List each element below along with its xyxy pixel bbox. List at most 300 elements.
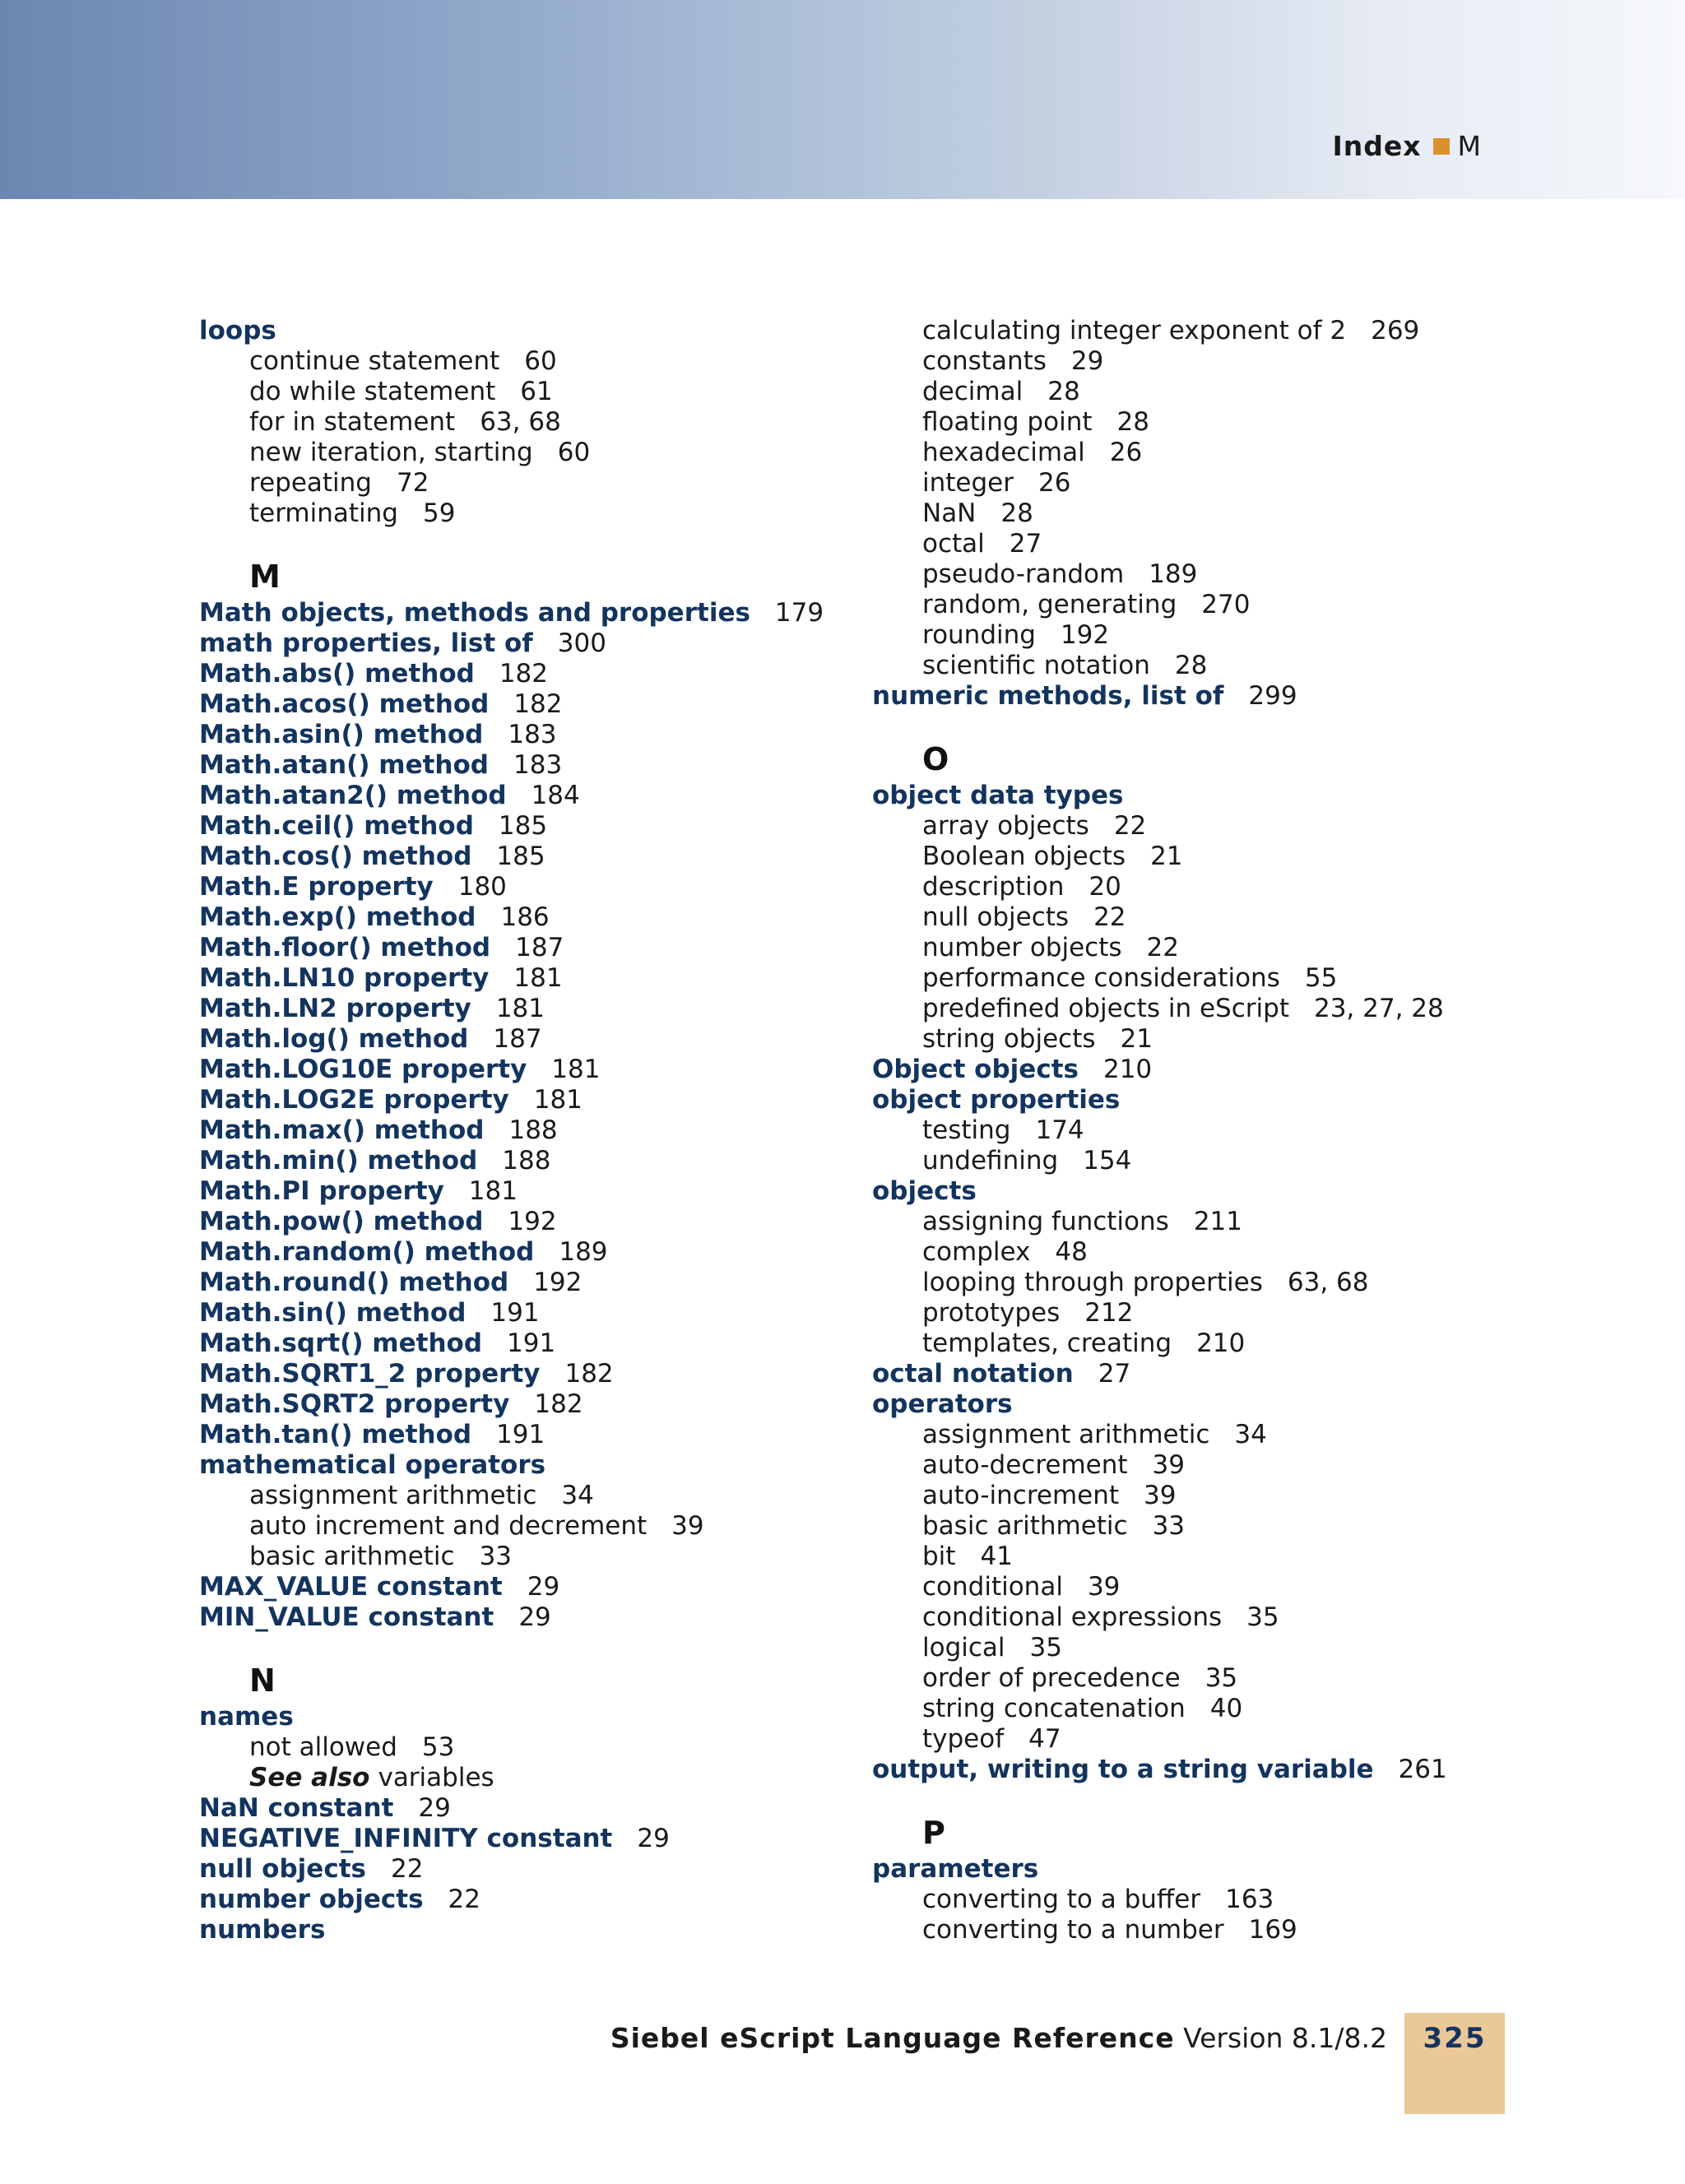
index-subentry [872,590,1547,620]
index-page-refs: 29 [527,1572,560,1602]
index-entry [199,1085,841,1115]
index-page-refs: 63, 68 [1287,1268,1369,1297]
index-term: pseudo-random [922,559,1125,589]
index-term: complex [922,1237,1031,1267]
index-page-refs: 60 [524,346,557,376]
header-square-icon [1433,138,1450,155]
index-page-refs: 212 [1084,1298,1134,1328]
index-entry [199,598,841,628]
index-page-refs: 21 [1120,1024,1153,1054]
index-entry [872,1854,1547,1885]
index-page-refs: 28 [1174,651,1208,680]
index-term: number objects [199,1885,424,1914]
index-term: random, generating [922,590,1177,619]
index-subentry [872,468,1547,498]
index-term: mathematical operators [199,1450,546,1480]
index-subentry [872,994,1547,1024]
index-term: Math.ceil() method [199,811,474,841]
index-page-refs: 39 [1152,1450,1185,1480]
index-page-refs: 163 [1225,1885,1274,1914]
index-page-refs: 29 [1070,346,1104,376]
index-page-refs: 20 [1089,872,1121,902]
index-page-refs: 28 [1000,498,1033,528]
index-page-refs: 186 [500,902,550,932]
header-section: Index [1332,130,1422,162]
index-term: Math.E property [199,872,434,902]
index-subentry [872,529,1547,559]
index-subentry [199,1511,841,1542]
index-term: Math.SQRT1_2 property [199,1359,541,1389]
index-term: Math.max() method [199,1115,485,1145]
index-entry [199,1298,841,1328]
index-letter-heading: N [249,1662,276,1699]
index-entry [872,681,1547,712]
index-page-refs: 27 [1009,529,1042,559]
index-subentry [872,1602,1547,1633]
index-entry [199,1268,841,1298]
index-subentry [872,377,1547,407]
index-entry [199,659,841,689]
index-term: objects [872,1176,977,1206]
page-number: 325 [1423,2022,1487,2055]
index-term: NaN constant [199,1793,394,1823]
index-page-refs: 33 [1152,1511,1186,1541]
index-subentry [872,407,1547,438]
index-page-refs: 28 [1116,407,1149,437]
index-term: Boolean objects [922,842,1126,871]
index-page-refs: 210 [1196,1328,1246,1358]
book-title: Siebel eScript Language Reference [610,2022,1175,2054]
index-column-left [199,316,841,1945]
index-page-refs: 21 [1150,842,1183,871]
index-subentry [872,498,1547,529]
index-term: templates, creating [922,1328,1172,1358]
index-term: Math.SQRT2 property [199,1389,510,1419]
index-subentry [872,1328,1547,1359]
index-subentry [199,438,841,468]
index-page-refs: 210 [1102,1055,1153,1084]
index-entry [199,902,841,933]
index-subentry [872,1724,1547,1755]
index-term: octal notation [872,1359,1074,1389]
index-term: converting to a buffer [922,1885,1201,1914]
index-page-refs: 23, 27, 28 [1313,994,1444,1023]
index-term: hexadecimal [922,438,1085,467]
index-column-right [872,316,1547,1945]
index-subentry [872,1024,1547,1055]
index-entry [199,1824,841,1854]
index-page-refs: 39 [1087,1572,1121,1602]
index-page-refs: 189 [1149,559,1198,589]
index-page-refs: 26 [1037,468,1071,498]
index-entry [872,1359,1547,1389]
index-page-refs: 22 [448,1885,480,1914]
index-term: Math.LOG2E property [199,1085,509,1115]
index-term: scientific notation [922,651,1150,680]
index-term: assignment arithmetic [249,1481,537,1510]
index-term: string objects [922,1024,1096,1054]
index-entry [199,1602,841,1633]
see-also-label: See also [249,1763,370,1792]
index-term: looping through properties [922,1268,1263,1297]
index-term: integer [922,468,1014,498]
index-term: object data types [872,781,1124,810]
index-page-refs: 22 [390,1854,424,1884]
index-page-refs: 40 [1209,1694,1243,1723]
index-subentry [872,1542,1547,1572]
index-term: assigning functions [922,1207,1169,1236]
index-term: rounding [922,620,1036,650]
index-term: octal [922,529,985,559]
index-term: Math.log() method [199,1024,469,1054]
index-page-refs: 28 [1047,377,1080,406]
index-subentry [872,1481,1547,1511]
index-term: Math.LOG10E property [199,1055,527,1084]
index-term: prototypes [922,1298,1061,1328]
index-term: Math.pow() method [199,1207,484,1236]
index-term: array objects [922,811,1089,841]
index-page-refs: 29 [637,1824,670,1853]
index-page-refs: 33 [479,1542,513,1571]
index-subentry [872,842,1547,872]
index-entry [199,1176,841,1207]
index-subentry [199,1732,841,1763]
index-page-refs: 22 [1146,933,1179,962]
index-term: Math.random() method [199,1237,535,1267]
index-letter-heading: O [922,741,949,777]
index-page-refs: 185 [496,842,545,871]
index-entry [199,1572,841,1602]
index-term: null objects [199,1854,366,1884]
index-entry [199,1885,841,1915]
header-banner [0,0,1685,199]
index-page-refs: 174 [1035,1115,1084,1145]
index-subentry [872,1885,1547,1915]
index-page-refs: 299 [1248,681,1297,711]
index-page-refs: 261 [1398,1755,1447,1784]
index-subentry [872,346,1547,377]
index-page-refs: 187 [515,933,564,962]
index-page-refs: 181 [495,994,545,1023]
index-term: Math.asin() method [199,720,484,749]
index-entry [199,628,841,659]
index-term: number objects [922,933,1122,962]
index-entry [872,1176,1547,1207]
index-term: Math.PI property [199,1176,444,1206]
index-page-refs: 182 [499,659,548,689]
index-subentry [872,1115,1547,1146]
index-term: operators [872,1389,1013,1419]
see-also-target: variables [378,1763,494,1792]
index-subentry [872,1207,1547,1237]
index-term: null objects [922,902,1070,932]
index-entry [199,1115,841,1146]
index-entry [199,1055,841,1085]
index-term: Math.LN2 property [199,994,471,1023]
index-subentry [872,1694,1547,1724]
index-page-refs: 63, 68 [480,407,561,437]
index-page-refs: 154 [1083,1146,1132,1175]
index-subentry [872,438,1547,468]
index-page-refs: 181 [513,963,563,993]
index-term: Math.sqrt() method [199,1328,483,1358]
index-term: bit [922,1542,956,1571]
index-subentry [872,1146,1547,1176]
index-entry [199,689,841,720]
index-entry [199,872,841,902]
index-page-refs: 53 [421,1732,455,1762]
index-term: for in statement [249,407,456,437]
index-term: decimal [922,377,1024,406]
index-term: continue statement [249,346,500,376]
index-page-refs: 59 [422,498,456,528]
index-page-refs: 35 [1029,1633,1062,1662]
index-page-refs: 39 [1144,1481,1177,1510]
index-term: assignment arithmetic [922,1420,1210,1449]
index-subentry [872,811,1547,842]
running-header [1332,130,1481,163]
index-page-refs: 41 [980,1542,1013,1571]
index-term: loops [199,316,276,345]
index-term: parameters [872,1854,1039,1884]
index-term: logical [922,1633,1005,1662]
index-term: Math.atan() method [199,750,489,780]
index-page-refs: 269 [1371,316,1420,345]
index-page-refs: 191 [507,1328,556,1358]
index-page-refs: 191 [496,1420,545,1449]
index-page-refs: 34 [561,1481,594,1510]
index-entry [199,1702,841,1732]
index-subentry [199,377,841,407]
index-page-refs: 187 [493,1024,542,1054]
index-page-refs: 22 [1093,902,1126,932]
index-page-refs: 55 [1304,963,1338,993]
index-entry [199,1854,841,1885]
index-page-refs: 181 [468,1176,518,1206]
index-subentry [199,498,841,529]
index-subentry [199,468,841,498]
index-subentry [872,1511,1547,1542]
index-term: undefining [922,1146,1059,1175]
index-entry [199,1024,841,1055]
index-entry [199,994,841,1024]
index-page-refs: 183 [513,750,563,780]
index-term: testing [922,1115,1011,1145]
index-subentry [872,316,1547,346]
index-page-refs: 192 [1060,620,1110,650]
index-page-refs: 182 [513,689,563,719]
index-subentry [872,1237,1547,1268]
index-entry [199,1450,841,1481]
index-page-refs: 27 [1098,1359,1131,1389]
index-page-refs: 185 [498,811,548,841]
index-page-refs: 179 [774,598,824,628]
index-page-refs: 35 [1205,1663,1238,1693]
index-page-refs: 39 [671,1511,704,1541]
index-term: auto-increment [922,1481,1120,1510]
book-version: Version 8.1/8.2 [1183,2022,1387,2054]
index-term: Math.exp() method [199,902,476,932]
index-page-refs: 26 [1109,438,1143,467]
index-term: order of precedence [922,1663,1181,1693]
index-term: auto increment and decrement [249,1511,648,1541]
index-subentry [872,651,1547,681]
index-subentry [872,1298,1547,1328]
index-see-also [199,1763,841,1793]
index-term: Math.acos() method [199,689,490,719]
index-subentry [872,872,1547,902]
index-subentry [872,902,1547,933]
index-subentry [199,1542,841,1572]
index-page-refs: 182 [534,1389,583,1419]
index-subentry [872,1572,1547,1602]
index-page-refs: 169 [1248,1915,1297,1945]
index-page-refs: 192 [533,1268,583,1297]
index-term: new iteration, starting [249,438,533,467]
index-term: auto-decrement [922,1450,1128,1480]
index-page-refs: 72 [396,468,429,498]
index-term: Math.LN10 property [199,963,490,993]
index-term: Math.cos() method [199,842,472,871]
index-term: basic arithmetic [922,1511,1128,1541]
index-term: Math.round() method [199,1268,509,1297]
index-entry [199,316,841,346]
index-entry [199,1328,841,1359]
index-term: math properties, list of [199,628,533,658]
index-subentry [199,346,841,377]
index-page-refs: 182 [564,1359,614,1389]
index-letter-heading: M [249,559,281,595]
index-page-refs: 47 [1028,1724,1061,1754]
index-term: Math.sin() method [199,1298,467,1328]
index-entry [872,1755,1547,1785]
index-term: Math.floor() method [199,933,491,962]
index-letter-heading: P [922,1815,945,1851]
index-entry [199,811,841,842]
index-term: Math.min() method [199,1146,478,1175]
index-term: NEGATIVE_INFINITY constant [199,1824,613,1853]
index-term: Math objects, methods and properties [199,598,750,628]
page-footer [610,2022,1387,2055]
index-entry [872,1389,1547,1420]
index-entry [872,1055,1547,1085]
index-subentry [872,1450,1547,1481]
index-subentry [872,620,1547,651]
index-term: converting to a number [922,1915,1224,1945]
index-term: object properties [872,1085,1121,1115]
index-entry [199,1207,841,1237]
index-entry [199,933,841,963]
index-term: string concatenation [922,1694,1186,1723]
index-entry [199,1359,841,1389]
index-subentry [872,963,1547,994]
index-page-refs: 29 [418,1793,451,1823]
index-page-refs: 181 [533,1085,583,1115]
index-entry [199,1237,841,1268]
index-page-refs: 35 [1246,1602,1279,1632]
index-entry [199,1389,841,1420]
index-term: repeating [249,468,372,498]
index-entry [872,781,1547,811]
index-term: numeric methods, list of [872,681,1224,711]
index-entry [199,781,841,811]
index-entry [199,750,841,781]
index-page-refs: 300 [557,628,606,658]
index-page-refs: 60 [557,438,591,467]
index-term: constants [922,346,1047,376]
index-page-refs: 184 [531,781,580,810]
index-page-refs: 192 [508,1207,557,1236]
index-term: output, writing to a string variable [872,1755,1374,1784]
index-term: Math.tan() method [199,1420,472,1449]
index-term: not allowed [249,1732,397,1762]
index-subentry [872,1915,1547,1945]
index-entry [199,842,841,872]
index-subentry [199,407,841,438]
page-number-box [1404,2013,1505,2114]
index-page-refs: 61 [520,377,553,406]
index-page-refs: 22 [1113,811,1147,841]
index-page-refs: 189 [559,1237,608,1267]
index-term: basic arithmetic [249,1542,455,1571]
index-term: typeof [922,1724,1005,1754]
header-letter: M [1457,130,1481,162]
index-page-refs: 180 [457,872,507,902]
index-term: NaN [922,498,977,528]
index-term: conditional [922,1572,1063,1602]
index-term: names [199,1702,294,1732]
index-subentry [872,1663,1547,1694]
index-page-refs: 48 [1055,1237,1088,1267]
index-subentry [872,933,1547,963]
index-subentry [872,1633,1547,1663]
index-term: numbers [199,1915,326,1945]
index-entry [199,963,841,994]
index-term: Object objects [872,1055,1079,1084]
index-term: terminating [249,498,398,528]
index-subentry [872,1268,1547,1298]
index-term: description [922,872,1065,902]
index-page-refs: 181 [551,1055,601,1084]
index-page-refs: 211 [1193,1207,1242,1236]
index-term: MAX_VALUE constant [199,1572,503,1602]
index-entry [199,1793,841,1824]
index-subentry [872,1420,1547,1450]
index-subentry [199,1481,841,1511]
index-entry [199,1420,841,1450]
index-term: do while statement [249,377,496,406]
index-subentry [872,559,1547,590]
index-term: predefined objects in eScript [922,994,1289,1023]
index-page-refs: 270 [1201,590,1251,619]
index-page-refs: 188 [502,1146,551,1175]
index-entry [199,1146,841,1176]
index-page-refs: 191 [490,1298,540,1328]
index-term: Math.abs() method [199,659,475,689]
index-page-refs: 34 [1234,1420,1267,1449]
index-page-refs: 29 [518,1602,551,1632]
index-term: floating point [922,407,1093,437]
index-entry [872,1085,1547,1115]
index-term: MIN_VALUE constant [199,1602,494,1632]
index-term: calculating integer exponent of 2 [922,316,1347,345]
index-term: performance considerations [922,963,1280,993]
index-term: conditional expressions [922,1602,1223,1632]
index-entry [199,1915,841,1945]
index-entry [199,720,841,750]
index-page-refs: 188 [508,1115,558,1145]
index-page-refs: 183 [508,720,557,749]
